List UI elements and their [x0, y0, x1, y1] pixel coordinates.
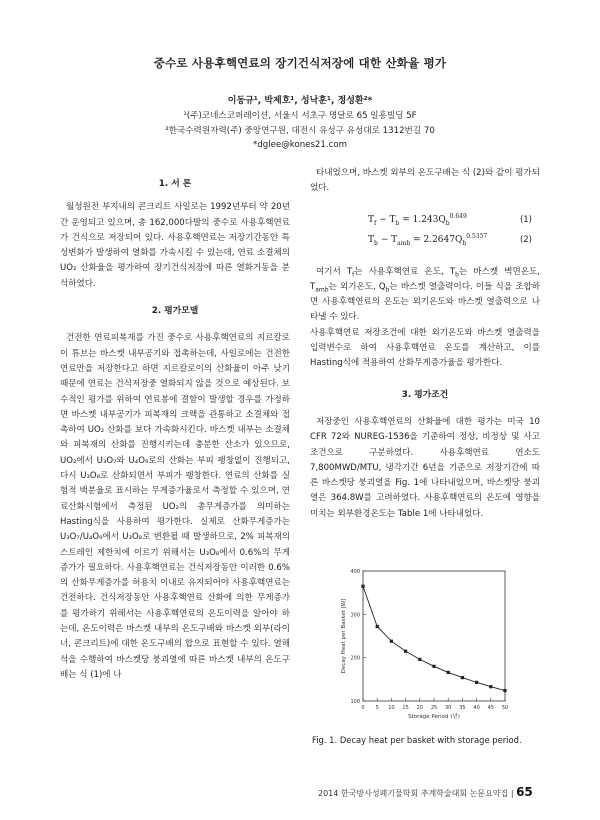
right-intro-paragraph: 타내었으며, 바스켓 외부의 온도구배는 식 (2)와 같이 평가되었다. [310, 168, 540, 194]
data-point [404, 650, 407, 653]
right-method-paragraph: 사용후핵연료 저장조건에 대한 외기온도와 바스켓 열출력을 입력변수로 하여 사용후핵연료 온도를 계산하고, 이를 Hasting식에 적용하여 산화무게증가율을 평가한다. [310, 327, 540, 369]
x-tick-label: 40 [473, 705, 480, 711]
affiliation-1: ¹(주)코네스코퍼레이션, 서울시 서초구 명달로 65 일흥빌딩 5F [183, 111, 417, 121]
data-point [432, 665, 435, 668]
y-tick-label: 100 [350, 699, 360, 705]
data-point [361, 585, 364, 588]
equation-2-formula: $T_b - T_{amb} = 2.2647Q_b^{0.5357}$ [368, 232, 488, 247]
y-tick-label: 400 [350, 569, 360, 575]
section-2-paragraph: 건전한 연료피복재를 가진 중수로 사용후핵연료의 지르칼로이 튜브는 바스켓 내부공기와 접촉하는데, 사일로에는 건전한 연료만을 저장한다고 하면 지르칼로이의 산화율이 아주 낮기 때문에 연료는 건식저장중 열화되지 않을 것으로 예상된다. 보수적인 평가를 위하여 연료봉에 결함이 발생할 경우를 가정하면 바스켓 내부공기가 피복재의 크랙을 관통하고 소결체와 접촉하여 UO₂ 산화를 보다 가속화시킨다. 바스켓 내부는 소결체와 피복재의 산화를 진행시키는데 충분한 산소가 있으므로, UO₂에서 U₃O₇와 U₄O₉로의 산화는 부피 팽창없이 진행되고, 다시 U₃O₈로 산화되면서 부피가 팽창한다. 연료의 산화를 실험적 백분율로 표시하는 무게증가율로서 측정할 수 있으며, 연료산화시험에서 측정된 UO₂의 총무게증가를 의미하는 Hasting식을 사용하여 평가한다. 실제로 산화무게증가는 U₃O₇/U₄O₉에서 U₃O₈로 변환될 때 발생하므로, 2% 피복재의 스트레인 제한치에 이르기 위해서는 U₃O₈에서 0.6%의 무게증가가 필요하다. 사용후핵연료는 건식저장동안 이러한 0.6%의 산화무게증가를 허용치 이내로 유지되어야 사용후핵연료는 건전하다. 건식저장동안 사용후핵연료 산화에 의한 무게증가를 평가하기 위해서는 사용후핵연료의 온도이력을 알아야 하는데, 온도이력은 바스켓 내부의 온도구배와 바스켓 외부(라이너, 콘크리트)에 대한 온도구배의 합으로 표현할 수 있다. 열해석을 수행하여 바스켓당 붕괴열에 따른 바스켓 내부의 온도구배는 식 (1)에 나 [60, 333, 290, 680]
section-3-paragraph: 저장중인 사용후핵연료의 산화율에 대한 평가는 미국 10 CFR 72와 NUREG-1536을 기준하여 정상, 비정상 및 사고 조건으로 구분하였다. 사용후핵연료 연소도 7,800MWD/MTU, 냉각기간 6년을 기준으로 저장기간에 따른 바스켓당 붕괴열을 Fig. 1에 나타내었으며, 바스켓당 붕괴열은 364.8W를 고려하였다. 사용후핵연료의 온도에 영향을 미치는 외부환경온도는 Table 1에 나타내었다. [310, 416, 540, 519]
page-number: 65 [516, 785, 533, 799]
affiliation-2: ²한국수력원자력(주) 중앙연구원, 대전시 유성구 유성대로 1312번길 70 [165, 126, 435, 136]
decay-heat-chart [335, 563, 520, 723]
x-tick-label: 20 [416, 705, 423, 711]
y-tick-label: 300 [350, 612, 360, 619]
x-tick-label: 45 [487, 705, 494, 711]
equation-1-formula: $T_f - T_b = 1.243Q_b^{0.649}$ [368, 212, 467, 227]
y-tick-label: 200 [350, 655, 360, 662]
paper-title: 중수로 사용후핵연료의 장기건식저장에 대한 산화율 평가 [153, 56, 447, 70]
plot-frame [363, 571, 505, 701]
x-tick-label: 30 [445, 705, 452, 711]
section-1-heading: 1. 서 론 [158, 179, 192, 189]
corresponding-email[interactable]: *dglee@kones21.com [253, 140, 347, 150]
left-column [60, 177, 290, 683]
x-tick-label: 15 [402, 705, 409, 711]
right-column [310, 166, 540, 522]
data-point [489, 685, 492, 688]
section-1-paragraph: 월성원전 부지내의 콘크리트 사일로는 1992년부터 약 20년간 운영되고 있으며, 총 162,000다발의 중수로 사용후핵연료가 건식으로 저장되어 있다. 사용후핵연료는 저장기간동안 특성변화가 발생하여 열화를 가속시킬 수 있는데, 연료 소결체의 UO₂ 산화율을 평가하여 장기건식저장에 따른 열화거동을 분석하였다. [60, 202, 290, 289]
data-point [503, 689, 506, 692]
series-line [363, 586, 505, 690]
y-axis-label: Decay Heat per Basket [W] [341, 598, 347, 674]
footer-journal: 2014 한국방사성폐기물학회 추계학술대회 논문요약집 | [318, 789, 514, 798]
data-point [447, 671, 450, 674]
equation-1-number: (1) [519, 214, 532, 225]
x-axis-label: Storage Period (년) [408, 714, 460, 720]
equation-2 [368, 231, 532, 251]
section-3-heading: 3. 평가조건 [401, 389, 449, 400]
variable-definition-paragraph: 여기서 $T_f$는 사용후핵연료 온도, $T_b$는 바스켓 벽면온도, $T_{amb}$는 외기온도, $Q_b$는 바스켓 열출력이다. 이들 식을 조합하면 사용후핵연료의 온도는 외기온도와 바스켓 열출력으로 나타낼 수 있다. [310, 266, 540, 323]
data-point [390, 640, 393, 643]
equation-2-number: (2) [519, 234, 532, 245]
data-point [418, 658, 421, 661]
x-tick-label: 10 [388, 705, 395, 711]
section-2-heading: 2. 평가모델 [151, 306, 199, 317]
x-tick-label: 35 [459, 705, 466, 711]
data-point [376, 625, 379, 628]
equation-1 [368, 211, 532, 231]
x-tick-label: 25 [430, 705, 438, 711]
x-tick-label: 5 [375, 705, 379, 711]
page-footer [318, 785, 533, 799]
data-point [475, 681, 478, 684]
author-list: 이동규¹, 박제호¹, 성낙훈¹, 정성환²* [227, 96, 373, 106]
x-tick-label: 50 [501, 705, 509, 711]
x-tick-label: 0 [361, 705, 365, 711]
data-point [461, 676, 464, 679]
figure-caption: Fig. 1. Decay heat per basket with storage period. [312, 735, 522, 745]
